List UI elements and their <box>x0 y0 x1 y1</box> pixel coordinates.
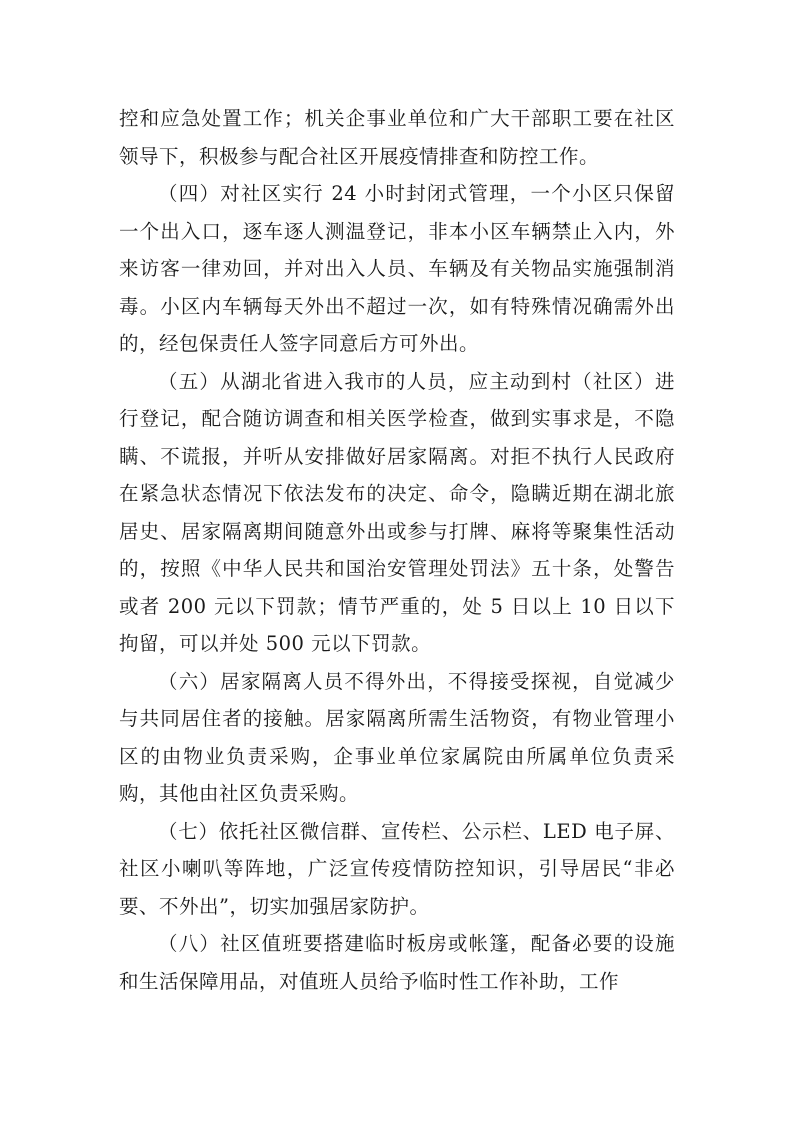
paragraph-item-6: （六）居家隔离人员不得外出，不得接受探视，自觉减少与共同居住者的接触。居家隔离所需生活物资，有物业管理小区的由物业负责采购，企事业单位家属院由所属单位负责采购，其他由社区负责采购。 <box>119 669 675 805</box>
paragraph-item-7: （七）依托社区微信群、宣传栏、公示栏、LED 电子屏、社区小喇叭等阵地，广泛宣传疫情防控知识，引导居民“非必要、不外出”，切实加强居家防护。 <box>119 819 675 918</box>
paragraph-continuation: 控和应急处置工作；机关企事业单位和广大干部职工要在社区领导下，积极参与配合社区开展疫情排查和防控工作。 <box>119 107 675 168</box>
paragraph-item-4: （四）对社区实行 24 小时封闭式管理，一个小区只保留一个出入口，逐车逐人测温登记，非本小区车辆禁止入内，外来访客一律劝回，并对出入人员、车辆及有关物品实施强制消毒。小区内车辆每天外出不超过一次，如有特殊情况确需外出的，经包保责任人签字同意后方可外出。 <box>119 182 675 355</box>
paragraph-item-5: （五）从湖北省进入我市的人员，应主动到村（社区）进行登记，配合随访调查和相关医学检查，做到实事求是，不隐瞒、不谎报，并听从安排做好居家隔离。对拒不执行人民政府在紧急状态情况下依法发布的决定、命令，隐瞒近期在湖北旅居史、居家隔离期间随意外出或参与打牌、麻将等聚集性活动的，按照《中华人民共和国治安管理处罚法》五十条，处警告或者 200 元以下罚款；情节严重的，处 5 日以上 10 日以下拘留，可以并处 500 元以下罚款。 <box>119 369 675 655</box>
paragraph-item-8: （八）社区值班要搭建临时板房或帐篷，配备必要的设施和生活保障用品，对值班人员给予临时性工作补助，工作 <box>119 932 675 993</box>
document-body <box>119 100 675 1000</box>
